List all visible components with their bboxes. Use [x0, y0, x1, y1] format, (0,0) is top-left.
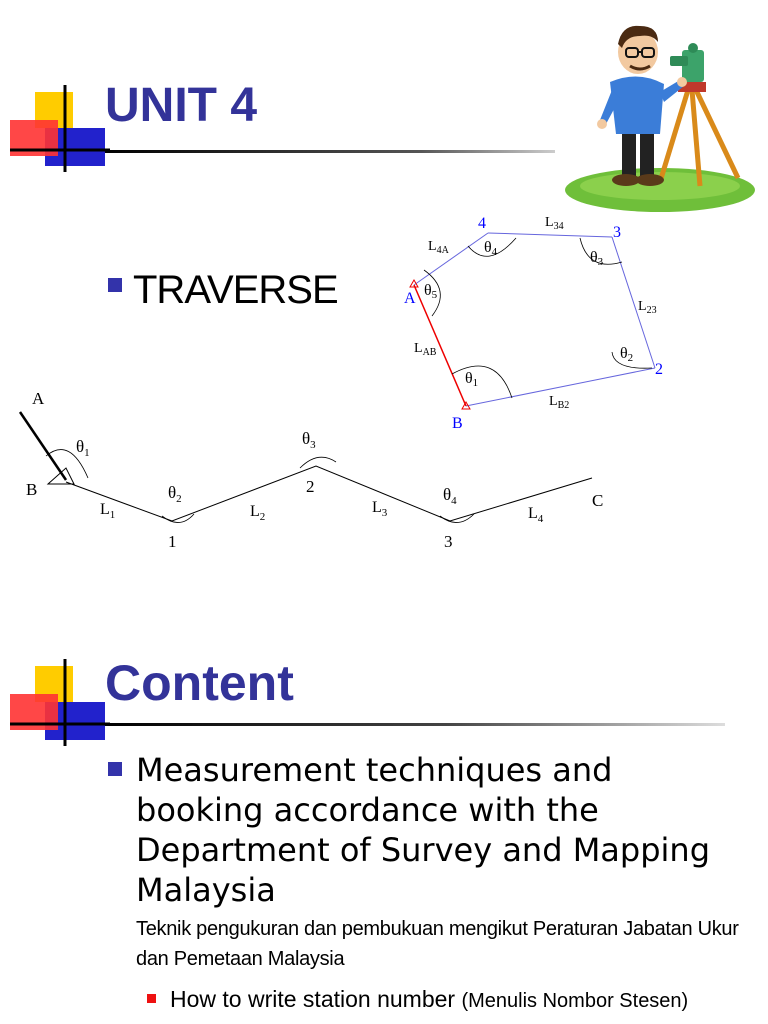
line-label: $L_2$: [250, 503, 266, 523]
sub-bullet-marker: [147, 994, 156, 1003]
station-a: A: [404, 290, 416, 307]
point-3: 3: [444, 532, 453, 551]
point-b: B: [26, 480, 38, 499]
line-label: $L_{23}$: [638, 299, 657, 316]
angle-label: θ3: [590, 249, 604, 268]
angle-label: $\theta_1$: [76, 437, 90, 459]
line-label: $L_3$: [372, 499, 388, 519]
item-text: How to write station number: [170, 986, 456, 1012]
bullet-sub: Teknik pengukuran dan pembukuan mengikut Peraturan Jabatan Ukur dan Pemetaan Malaysia: [136, 918, 739, 970]
corner-decoration: [0, 574, 120, 754]
line-label: $L_1$: [100, 501, 116, 521]
bullet-marker: [108, 762, 122, 776]
angle-label: θ5: [424, 282, 438, 301]
station-3: 3: [613, 224, 621, 241]
slide-title: Content: [105, 655, 294, 711]
line-label: $L_{34}$: [545, 215, 564, 232]
bullet-traverse: TRAVERSE: [133, 268, 338, 312]
title-underline: [105, 723, 725, 726]
angle-label: $\theta_2$: [168, 483, 182, 505]
sub-bullet-item: [170, 986, 688, 1013]
point-2: 2: [306, 477, 315, 496]
slide-title: UNIT 4: [105, 79, 258, 132]
angle-label: θ1: [465, 370, 479, 389]
angle-label: $\theta_4$: [443, 485, 457, 507]
angle-label: $\theta_3$: [302, 429, 316, 451]
point-1: 1: [168, 532, 177, 551]
line-label: $L_4$: [528, 505, 544, 525]
station-2: 2: [655, 361, 663, 378]
bullet-main: Measurement techniques and booking accordance with the Department of Survey and Mapping Malaysia: [136, 751, 711, 909]
slide-content: [0, 512, 768, 1024]
point-c: C: [592, 491, 604, 510]
station-b: B: [452, 415, 463, 432]
angle-label: θ2: [620, 345, 634, 364]
line-label: $L_{B2}$: [549, 394, 570, 411]
station-4: 4: [478, 215, 486, 232]
line-label: $L_{AB}$: [414, 341, 437, 358]
point-a: A: [32, 389, 45, 408]
item-translation: (Menulis Nombor Stesen): [461, 990, 689, 1012]
angle-label: θ4: [484, 239, 498, 258]
line-label: $L_{4A}$: [428, 239, 449, 256]
